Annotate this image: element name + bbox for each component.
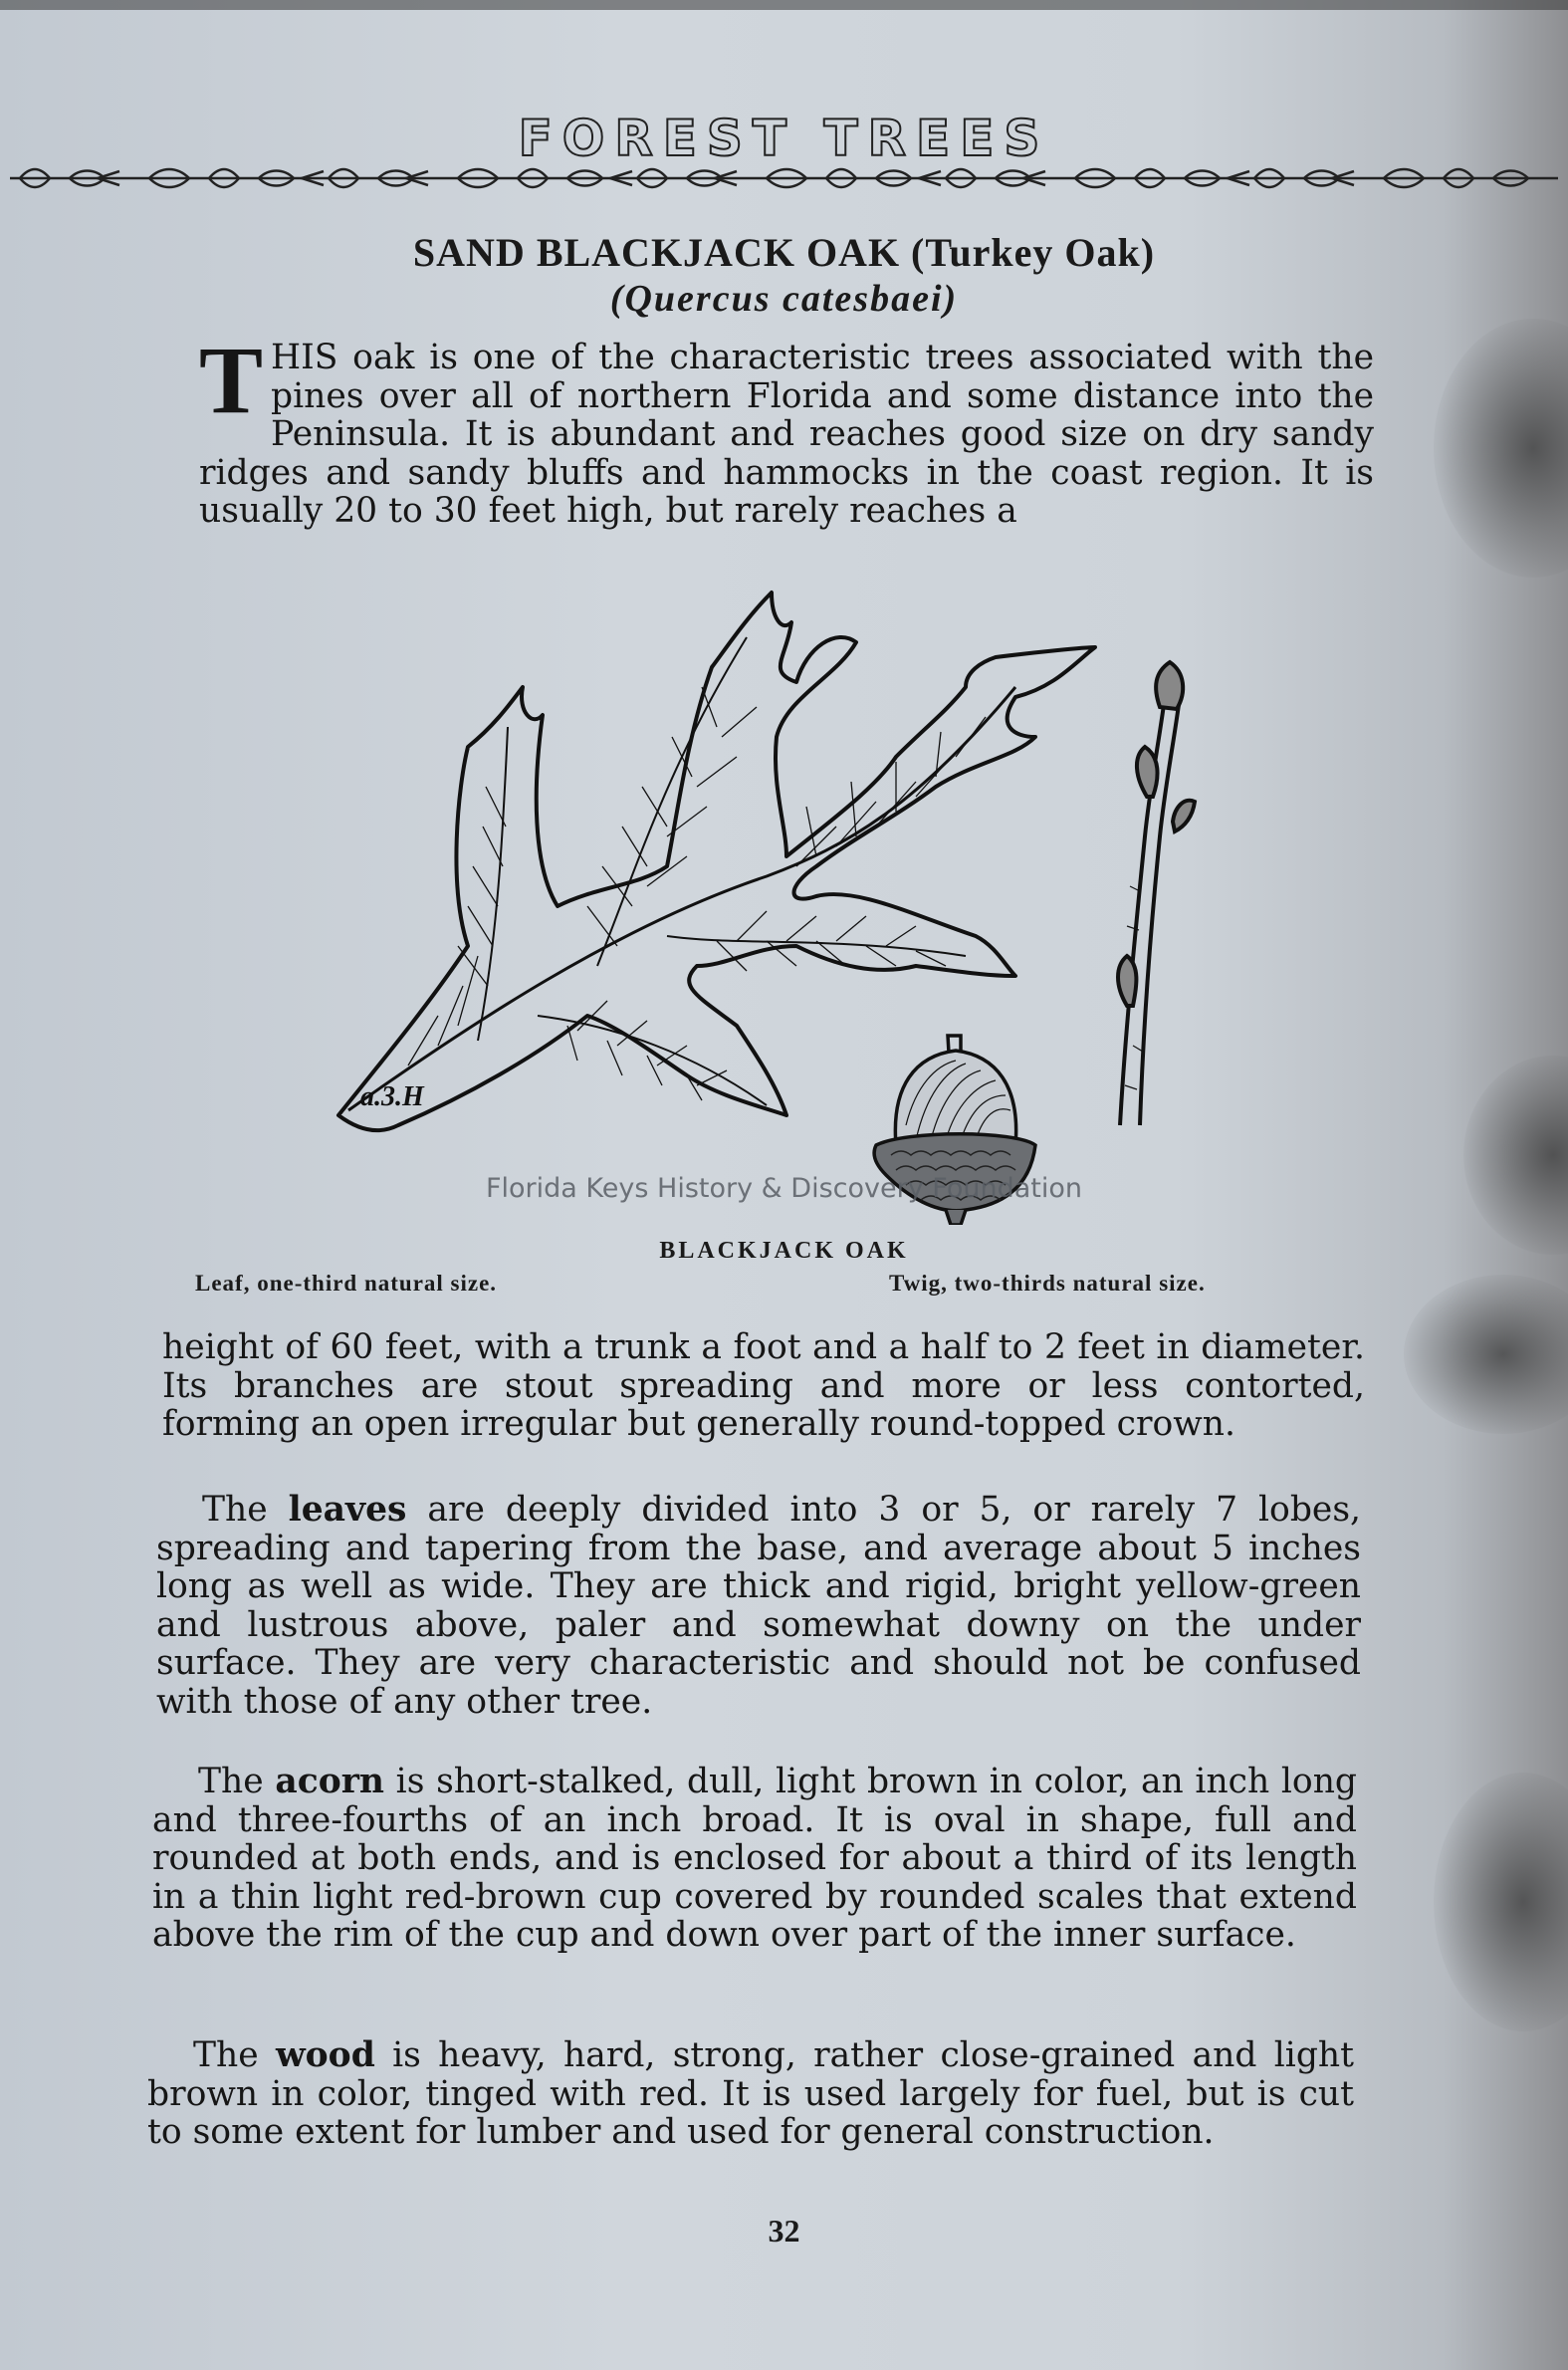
- continuation-paragraph: height of 60 feet, with a trunk a foot and a half to 2 feet in diameter. Its branches are stout spreading and more or less contorted, forming an open irregular but generally round-topped crown.: [162, 1327, 1365, 1444]
- leaves-paragraph: [156, 1491, 1361, 1721]
- oak-leaf-illustration: [319, 588, 1234, 1225]
- intro-paragraph: [199, 327, 1374, 531]
- leaf-icon: [338, 592, 1095, 1130]
- stain-mark: [1434, 1773, 1568, 2031]
- running-head: FOREST TREES: [518, 110, 1050, 167]
- intro-text: HIS oak is one of the characteristic trees associated with the pines over all of northern Florida and some distance into the Peninsula. It is abundant and reaches good size on dry sandy ridges and sandy bluffs and hammocks in the coast region. It is usually 20 to 30 feet high, but rarely reaches a: [199, 338, 1374, 531]
- decorative-border-icon: [10, 161, 1558, 195]
- figure-caption-title: BLACKJACK OAK: [659, 1238, 909, 1264]
- figure-caption-twig: Twig, two-thirds natural size.: [889, 1271, 1206, 1296]
- stain-mark: [1404, 1275, 1568, 1434]
- paragraph-lead: The: [202, 1490, 289, 1530]
- artist-mark: a.3.H: [360, 1081, 424, 1112]
- figure-caption-leaf: Leaf, one-third natural size.: [195, 1271, 498, 1296]
- wood-paragraph: [147, 2036, 1354, 2152]
- acorn-paragraph: [152, 1763, 1357, 1955]
- article-title: SAND BLACKJACK OAK (Turkey Oak): [412, 230, 1156, 275]
- page-number: 32: [768, 2213, 800, 2249]
- stain-mark: [1463, 1056, 1568, 1255]
- drop-cap: T: [199, 327, 264, 433]
- watermark: Florida Keys History & Discovery Foundation: [486, 1173, 1082, 1204]
- leaves-term: leaves: [288, 1490, 407, 1530]
- stain-mark: [1434, 319, 1568, 578]
- paragraph-lead: The: [198, 1762, 276, 1801]
- acorn-text: is short-stalked, dull, light brown in color, an inch long and three-fourths of an inch broad. It is oval in shape, full and rounded at both ends, and is enclosed for about a third of its length in a thin light red-brown cup covered by rounded scales that extend above the rim of the cup and down over part of the inner surface.: [152, 1762, 1357, 1955]
- twig-icon: [1118, 662, 1195, 1125]
- wood-term: wood: [275, 2035, 375, 2075]
- paragraph-lead: The: [193, 2035, 276, 2075]
- wood-text: is heavy, hard, strong, rather close-grained and light brown in color, tinged with red. It is used largely for fuel, but is cut to some extent for lumber and used for general construction.: [147, 2035, 1354, 2152]
- acorn-term: acorn: [275, 1762, 384, 1801]
- page-top-edge: [0, 0, 1568, 10]
- leaves-text: are deeply divided into 3 or 5, or rarely 7 lobes, spreading and tapering from the base, and average about 5 inches long as well as wide. They are thick and rigid, bright yellow-green and lustrous above, paler and somewhat downy on the under surface. They are very characteristic and should not be confused with those of any other tree.: [156, 1490, 1361, 1722]
- scientific-name: (Quercus catesbaei): [609, 278, 959, 320]
